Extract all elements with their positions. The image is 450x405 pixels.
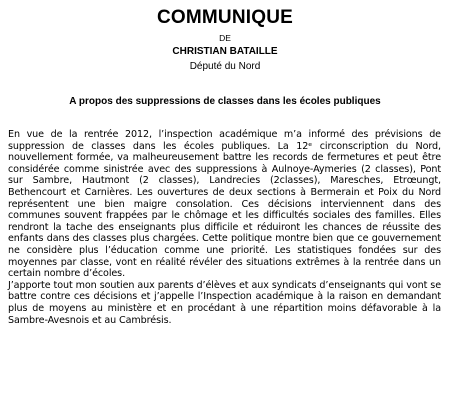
- author-name: CHRISTIAN BATAILLE: [172, 46, 278, 57]
- body-paragraph: En vue de la rentrée 2012, l’inspection académique m’a informé des prévisions de suppression de classes dans les écoles publiques. La 12ᵉ circonscription du Nord, nouvellement formée, va malheureusement battre les records de fermetures et peut être considérée comme sinistrée avec des suppressions à Aulnoye-Aymeries (2 classes), Pont sur Sambre, Hautmont (2 classes), Landrecies (2classes), Maresches, Etrœungt, Bethencourt et Carnières. Les ouvertures de deux sections à Bermerain et Poix du Nord représentent une bien maigre consolation. Ces décisions interviennent dans des communes souvent frappées par le chômage et les difficultés sociales des familles. Elles rendront la tache des enseignants plus difficile et réduiront les chances de réussite des enfants dans des classes plus chargées. Cette politique montre bien que ce gouvernement ne considère plus l’éducation comme une priorité. Les statistiques fondées sur des moyennes par classe, vont en réalité révéler des situations extrêmes à la rentrée dans un certain nombre d’écoles.: [8, 129, 441, 280]
- author-role: Député du Nord: [189, 61, 261, 72]
- body-text: [8, 129, 441, 326]
- body-paragraph: J’apporte tout mon soutien aux parents d’élèves et aux syndicats d’enseignants qui vont se battre contre ces décisions et j’appelle l’Inspection académique à la raison en demandant plus de moyens au ministère et en procédant à une répartition moins défavorable à la Sambre-Avesnois et au Cambrésis.: [8, 279, 441, 326]
- subject-heading: A propos des suppressions de classes dans les écoles publiques: [69, 96, 381, 107]
- author-prefix: DE: [219, 33, 231, 43]
- document-title: COMMUNIQUE: [156, 7, 294, 28]
